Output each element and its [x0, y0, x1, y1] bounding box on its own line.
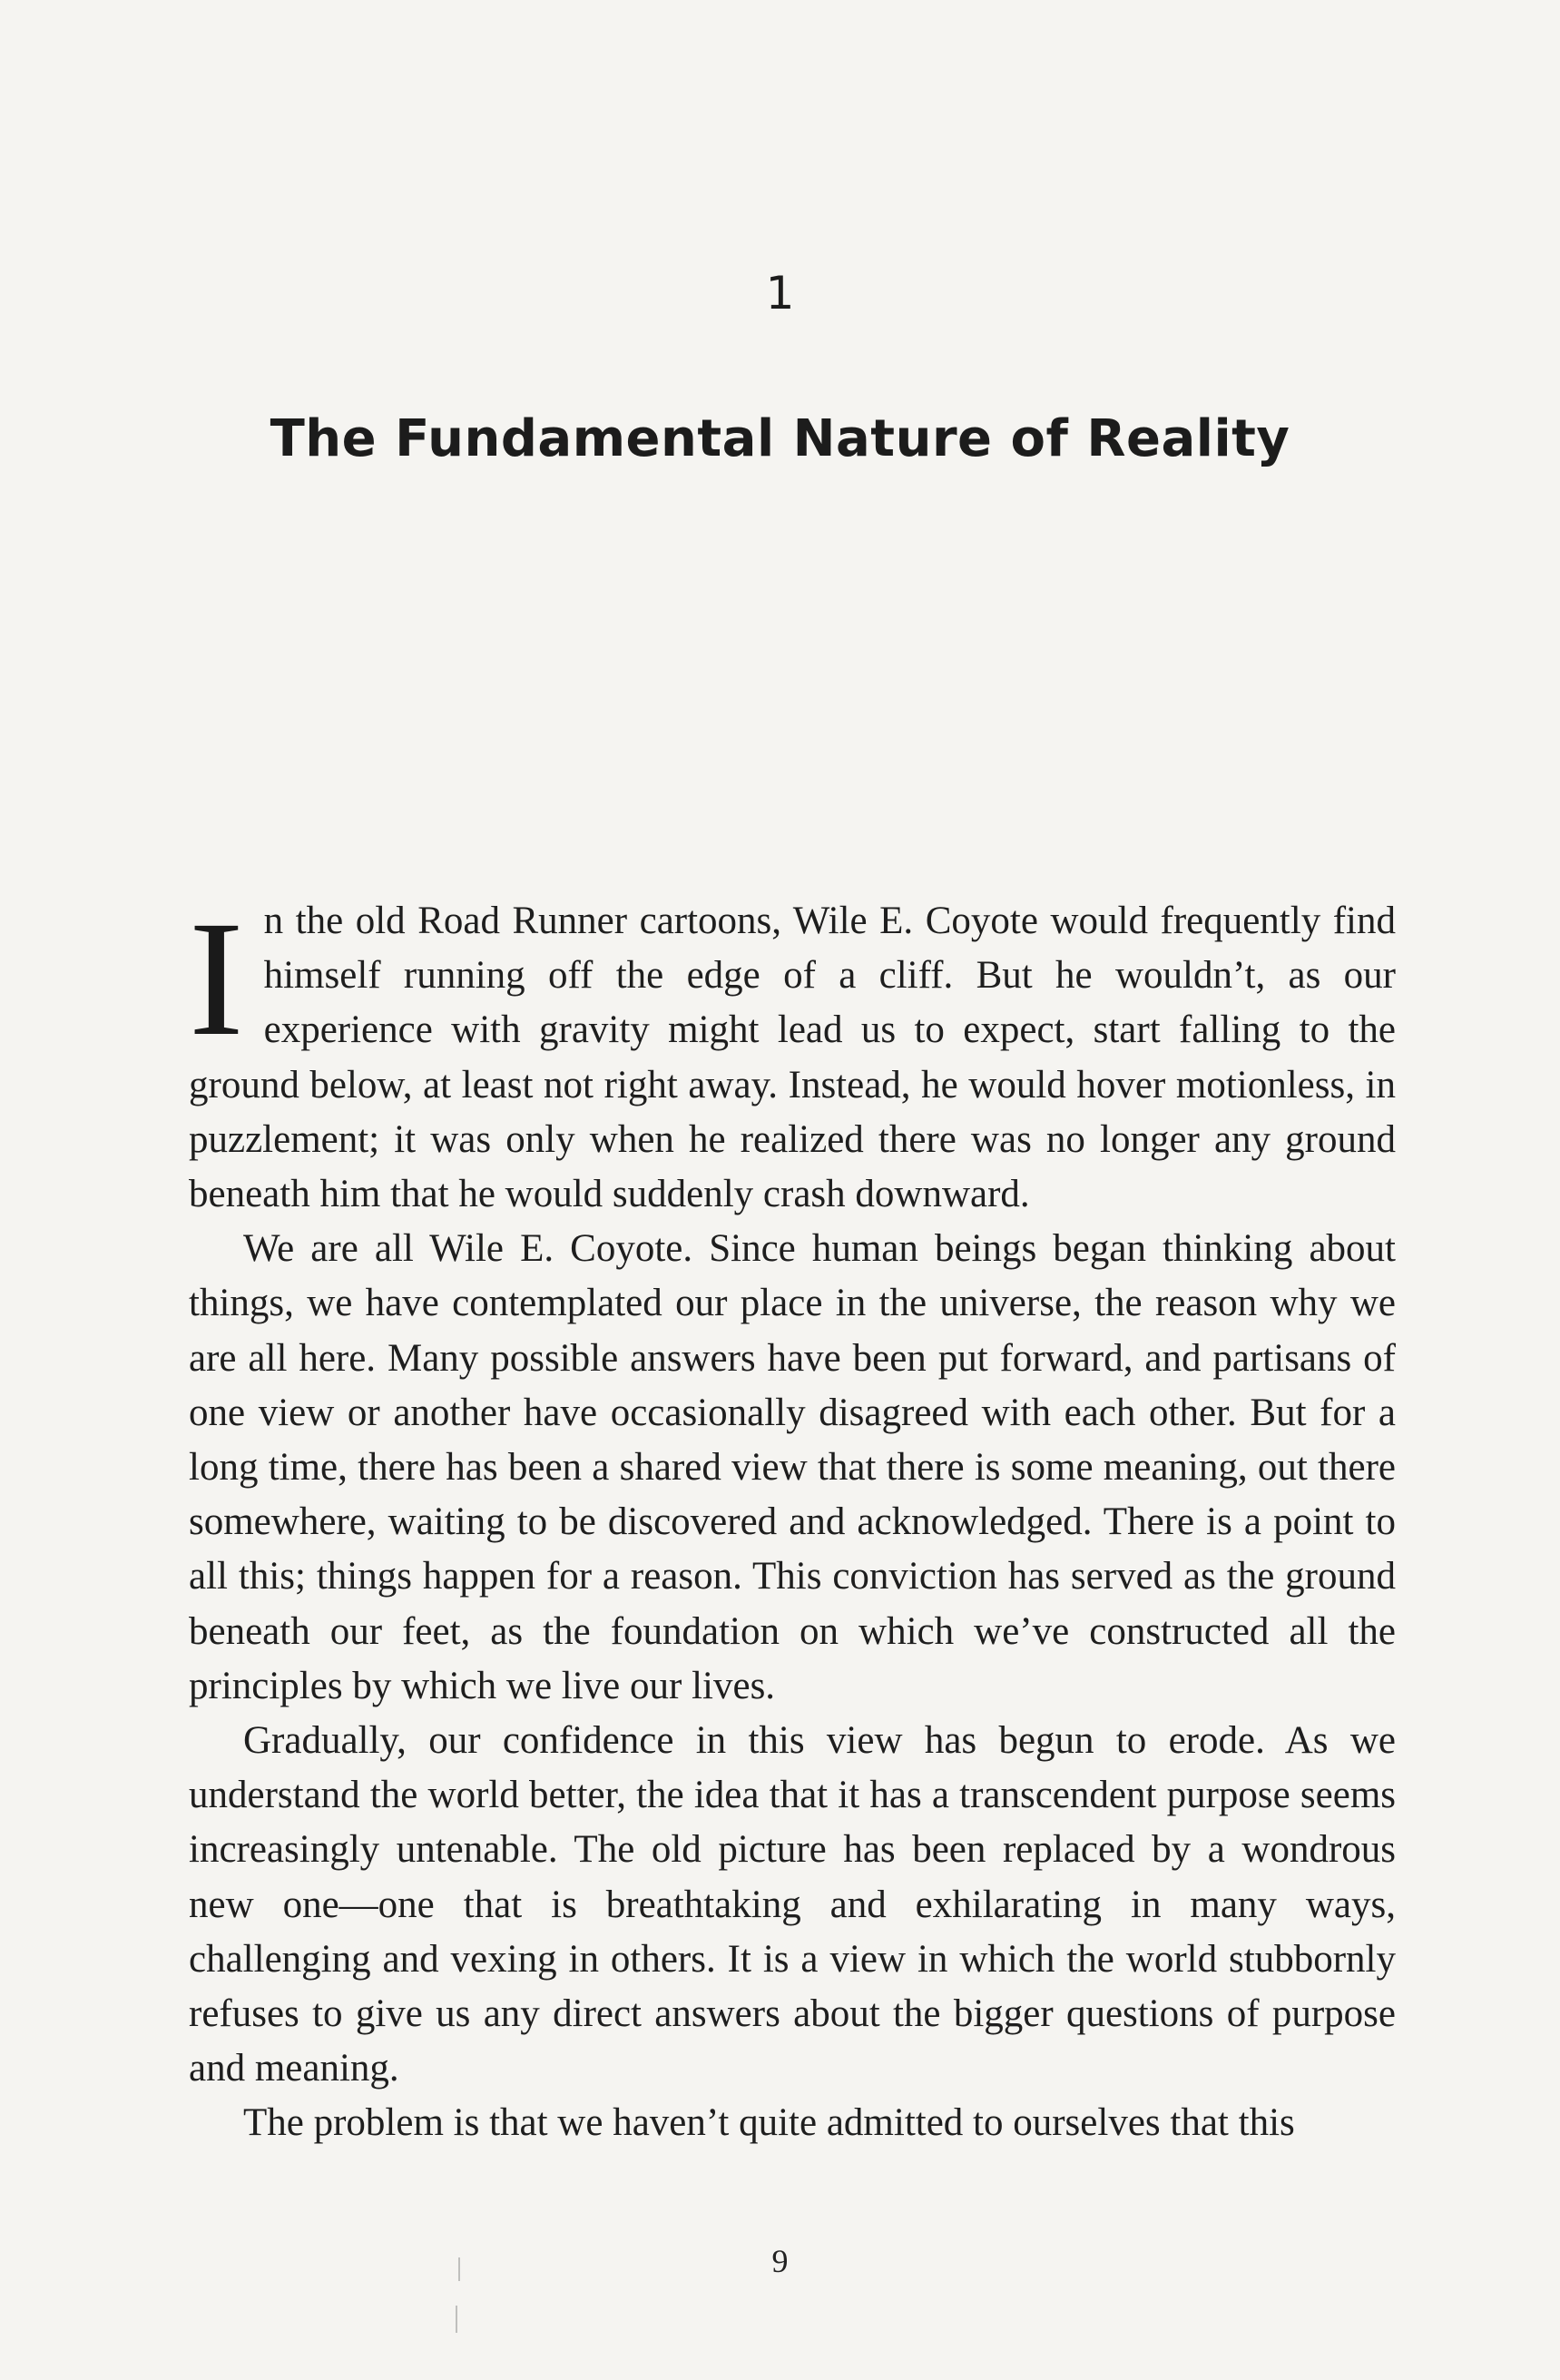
chapter-number: 1 [765, 267, 795, 320]
paragraph-1-text: n the old Road Runner cartoons, Wile E. Coyote would frequently find himself running off the edge of a cliff. But he wouldn’t, as our experience with gravity might lead us to expect, start falling to the ground below, at least not right away. Instead, he would hover motionless, in puzzlement; it was only when he realized there was no longer any ground beneath him that he would suddenly crash downward. [189, 900, 1396, 1216]
chapter-title: The Fundamental Nature of Reality [270, 409, 1290, 468]
scan-mark [458, 2257, 460, 2281]
page-number: 9 [771, 2243, 789, 2279]
paragraph-3: Gradually, our confidence in this view has begun to erode. As we understand the world better, the idea that it has a transcendent purpose seems increasingly untenable. The old picture has been replaced by a wondrous new one—one that is breathtaking and exhilarating in many ways, challenging and vexing in others. It is a view in which the world stubbornly refuses to give us any direct answers about the bigger questions of purpose and meaning. [189, 1719, 1396, 2090]
scan-mark [456, 2306, 457, 2333]
paragraph-1 [189, 888, 1396, 1222]
paragraph-4: The problem is that we haven’t quite admitted to ourselves that this [243, 2101, 1295, 2145]
paragraph-2: We are all Wile E. Coyote. Since human beings began thinking about things, we have contemplated our place in the universe, the reason why we are all here. Many possible answers have been put forward, and partisans of one view or another have occasionally disagreed with each other. But for a long time, there has been a shared view that there is some meaning, out there somewhere, waiting to be discovered and acknowledged. There is a point to all this; things happen for a reason. This conviction has served as the ground beneath our feet, as the foundation on which we’ve constructed all the principles by which we live our lives. [189, 1227, 1396, 1707]
chapter-body [189, 888, 1396, 2151]
drop-cap: I [189, 888, 244, 1070]
